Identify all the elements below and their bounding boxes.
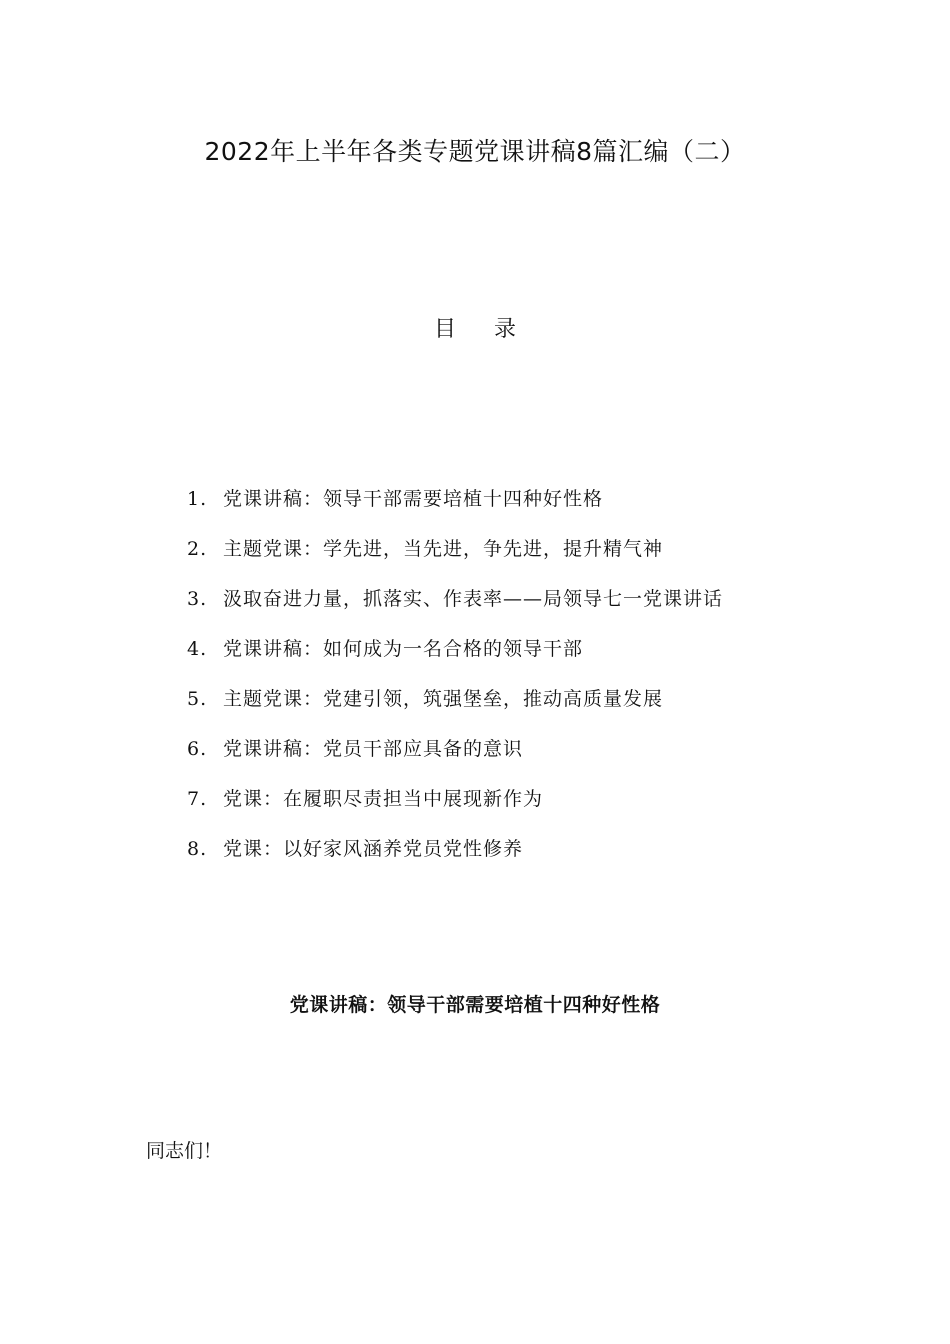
- document-title: 2022年上半年各类专题党课讲稿8篇汇编（二）: [204, 137, 746, 166]
- toc-item-number: 2.: [187, 538, 208, 560]
- toc-item-number: 4.: [187, 638, 208, 660]
- toc-item-text: 党课讲稿：领导干部需要培植十四种好性格: [223, 488, 604, 510]
- toc-item-text: 党课：在履职尽责担当中展现新作为: [223, 788, 544, 810]
- toc-item-text: 汲取奋进力量，抓落实、作表率——局领导七一党课讲话: [223, 588, 724, 610]
- toc-item-text: 党课：以好家风涵养党员党性修养: [223, 838, 524, 860]
- toc-item: [187, 680, 723, 730]
- table-of-contents: [187, 480, 723, 880]
- toc-item: [187, 830, 723, 880]
- toc-item-text: 主题党课：学先进，当先进，争先进，提升精气神: [223, 538, 664, 560]
- toc-item-text: 主题党课：党建引领，筑强堡垒，推动高质量发展: [223, 688, 664, 710]
- toc-item: [187, 580, 723, 630]
- toc-heading-right: 录: [494, 317, 517, 342]
- toc-heading: [0, 312, 950, 343]
- greeting-text: 同志们！: [146, 1140, 223, 1162]
- toc-item: [187, 480, 723, 530]
- toc-item-number: 7.: [187, 788, 208, 810]
- toc-item: [187, 780, 723, 830]
- toc-item-number: 6.: [187, 738, 208, 760]
- toc-item-text: 党课讲稿：如何成为一名合格的领导干部: [223, 638, 584, 660]
- toc-item: [187, 530, 723, 580]
- toc-heading-left: 目: [433, 317, 456, 342]
- toc-item: [187, 630, 723, 680]
- toc-item-text: 党课讲稿：党员干部应具备的意识: [223, 738, 524, 760]
- toc-item-number: 8.: [187, 838, 208, 860]
- toc-item-number: 1.: [187, 488, 208, 510]
- section-title: 党课讲稿：领导干部需要培植十四种好性格: [289, 994, 661, 1016]
- toc-item-number: 3.: [187, 588, 208, 610]
- toc-item: [187, 730, 723, 780]
- toc-item-number: 5.: [187, 688, 208, 710]
